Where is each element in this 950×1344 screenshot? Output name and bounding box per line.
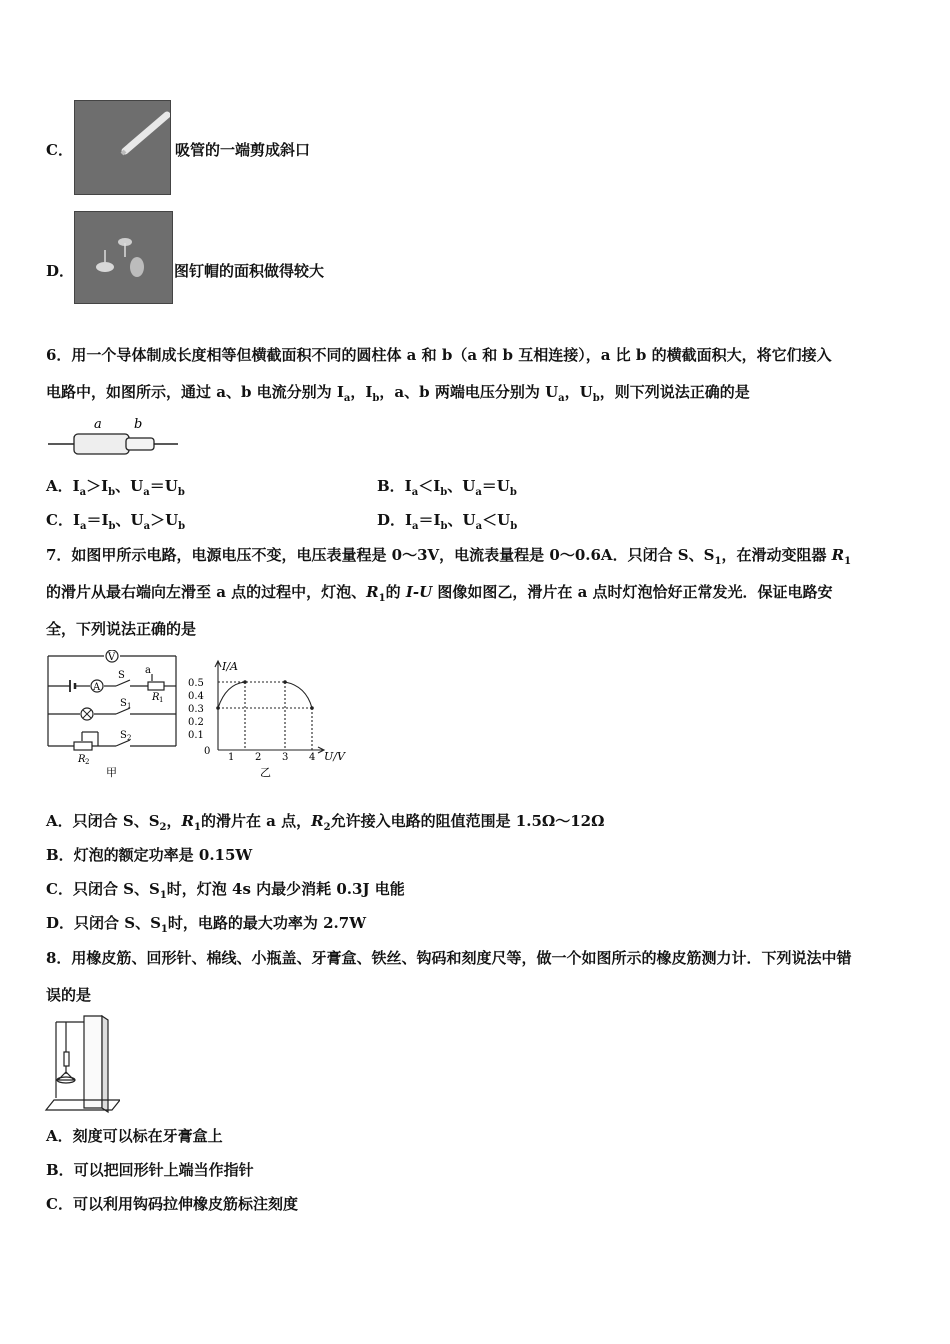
svg-text:S: S [120, 730, 127, 741]
svg-text:S: S [118, 670, 125, 681]
circuit-diagram [44, 650, 189, 782]
svg-text:1: 1 [159, 696, 164, 704]
q7-line2: 的滑片从最右端向左滑至 a 点的过程中，灯泡、$R_1$的 I-U 图像如图乙，滑片在 a 点时灯泡恰好正常发光．保证电路安 [46, 583, 833, 604]
svg-text:2: 2 [127, 734, 132, 742]
svg-text:3: 3 [282, 752, 289, 763]
thumbtack-photo [74, 211, 173, 304]
svg-text:1: 1 [228, 752, 235, 763]
q8-option-c[interactable]: C．可以利用钩码拉伸橡皮筋标注刻度 [46, 1195, 298, 1213]
q6-option-d[interactable]: D．$I_a=I_b$、$U_a<U_b$ [377, 511, 518, 532]
figure-label-jia: 甲 [106, 766, 117, 779]
svg-text:0.5: 0.5 [188, 678, 204, 689]
svg-text:R: R [152, 692, 160, 703]
figure-label-yi: 乙 [260, 766, 271, 779]
option-d-text: 图钉帽的面积做得较大 [174, 262, 325, 280]
option-d-letter: D． [46, 262, 75, 280]
q8-option-a[interactable]: A．刻度可以标在牙膏盒上 [46, 1127, 223, 1145]
straw-photo [74, 100, 171, 195]
thumbtack-icon [75, 212, 172, 303]
fig-label-a: a [94, 417, 102, 432]
svg-text:2: 2 [255, 752, 262, 763]
svg-text:A: A [93, 682, 101, 693]
svg-text:0.2: 0.2 [188, 717, 204, 728]
svg-text:0.3: 0.3 [188, 704, 204, 715]
svg-text:0: 0 [204, 746, 211, 757]
svg-text:4: 4 [309, 752, 316, 763]
q7-option-c[interactable]: C．只闭合 S、$S_1$时，灯泡 4s 内最少消耗 0.3J 电能 [46, 880, 405, 901]
svg-text:S: S [120, 698, 127, 709]
svg-text:R: R [78, 754, 86, 765]
iu-graph [186, 656, 354, 780]
q6-option-b[interactable]: B．$I_a<I_b$、$U_a=U_b$ [377, 477, 517, 498]
graph-xlabel: U/V [324, 750, 345, 763]
option-c-text: 吸管的一端剪成斜口 [175, 141, 311, 159]
svg-text:0.4: 0.4 [188, 691, 204, 702]
svg-text:2: 2 [85, 758, 90, 766]
conductor-figure [46, 414, 186, 464]
graph-ylabel: I/A [222, 660, 238, 673]
q8-line1: 8．用橡皮筋、回形针、棉线、小瓶盖、牙膏盒、铁丝、钩码和刻度尺等，做一个如图所示的橡皮筋测力计．下列说法中错 [46, 949, 852, 967]
q6-option-a[interactable]: A．$I_a>I_b$、$U_a=U_b$ [46, 477, 185, 498]
q8-line2: 误的是 [46, 986, 92, 1004]
q6-line1: 6．用一个导体制成长度相等但横截面积不同的圆柱体 a 和 b（a 和 b 互相连接），a 比 b 的横截面积大，将它们接入 [46, 346, 832, 364]
straw-icon [75, 101, 170, 194]
q7-option-b[interactable]: B．灯泡的额定功率是 0.15W [46, 846, 253, 864]
q8-option-b[interactable]: B．可以把回形针上端当作指针 [46, 1161, 254, 1179]
svg-text:0.1: 0.1 [188, 730, 204, 741]
option-c-letter: C． [46, 141, 73, 159]
q6-line2: 电路中，如图所示，通过 a、b 电流分别为 $I_a$，$I_b$，a、b 两端电压分别为 $U_a$，$U_b$，则下列说法正确的是 [46, 383, 750, 404]
fig-label-b: b [134, 417, 143, 432]
q7-option-a[interactable]: A．只闭合 S、$S_2$，$R_1$的滑片在 a 点，$R_2$允许接入电路的阻值范围是 1.5Ω～12Ω [46, 812, 605, 833]
q7-option-d[interactable]: D．只闭合 S、$S_1$时，电路的最大功率为 2.7W [46, 914, 367, 935]
svg-text:V: V [108, 652, 116, 663]
rubber-band-dynamometer-figure [44, 1012, 120, 1116]
svg-text:1: 1 [127, 702, 132, 710]
q7-line3: 全，下列说法正确的是 [46, 620, 197, 638]
q7-line1: 7．如图甲所示电路，电源电压不变，电压表量程是 0～3V，电流表量程是 0～0.6A．只闭合 S、$S_1$，在滑动变阻器 $R_1$ [46, 546, 852, 567]
q6-option-c[interactable]: C．$I_a=I_b$、$U_a>U_b$ [46, 511, 186, 532]
svg-text:a: a [145, 665, 151, 676]
